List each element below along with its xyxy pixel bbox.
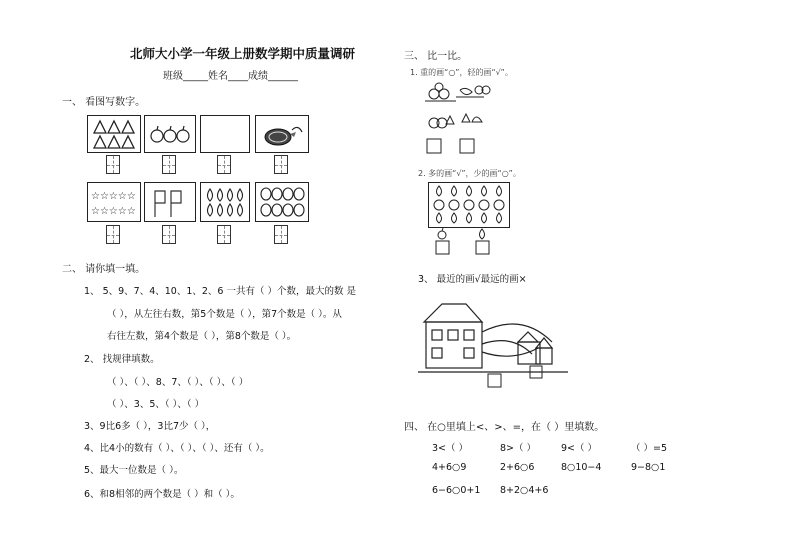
question-2-5: 5、最大一位数是（ ）。: [84, 465, 184, 476]
compare-item: 9<（ ）: [561, 443, 598, 454]
section2-heading: 二、 请你填一填。: [62, 264, 146, 275]
picture-watermelon: [255, 115, 309, 153]
answer-box[interactable]: [106, 155, 120, 174]
compare-item: 3<（ ）: [432, 443, 469, 454]
picture-peach-grid: [428, 182, 510, 228]
answer-box[interactable]: [106, 225, 120, 244]
compare-item: 6−6○0+1: [432, 485, 481, 496]
question-2-3: 3、9比6多（ ），3比7少（ ），: [84, 421, 216, 432]
section1-heading: 一、 看图写数字。: [62, 97, 146, 108]
picture-empty: [200, 115, 250, 153]
apple-peach-compare-icon: [432, 229, 512, 257]
picture-circles: [255, 182, 309, 222]
picture-stars: [87, 182, 141, 222]
question-2-2-title: 2、 找规律填数。: [84, 354, 160, 365]
peach-grid-icon: [429, 183, 509, 227]
flags-icon: [145, 183, 195, 221]
compare-item: 4+6○9: [432, 462, 467, 473]
section3-q3: 3、 最近的画√最远的画×: [418, 274, 527, 285]
question-2-2-line1: （ ）、（ ）、8、7、（ ）、（ ）、（ ）: [107, 377, 249, 388]
section3-sub1: 1. 重的画“○”，轻的画“√”。: [410, 68, 513, 77]
svg-text:☆☆☆☆☆: ☆☆☆☆☆: [91, 191, 136, 202]
section4-heading: 四、 在○里填上<、>、=，在（ ）里填数。: [404, 422, 605, 433]
ovals-icon: [256, 183, 308, 221]
compare-item: 8○10−4: [561, 462, 602, 473]
compare-item: （ ）=5: [631, 443, 668, 454]
question-2-1-line2: （ ），从左往右数，第5个数是（ ），第7个数是（ ）。从: [107, 309, 342, 320]
compare-item: 2+6○6: [500, 462, 535, 473]
balance-scale-icon: [422, 82, 512, 160]
question-2-1-line1: 1、 5、9、7、4、10、1、2、6 一共有（ ）个数，最大的数 是: [84, 286, 357, 297]
student-info-line: 班级_____姓名____成绩______: [163, 71, 298, 82]
stars-icon: [88, 183, 140, 221]
compare-item: 8>（ ）: [500, 443, 537, 454]
picture-peaches: [200, 182, 250, 222]
question-2-1-line3: 右往左数，第4个数是（ ），第8个数是（ ）。: [107, 331, 297, 342]
picture-triangles: [87, 115, 141, 153]
peaches-icon: [201, 183, 249, 221]
question-2-4: 4、比4小的数有（ ）、（ ）、（ ）、还有（ ）。: [84, 443, 270, 454]
picture-apples: [144, 115, 196, 153]
answer-box[interactable]: [162, 155, 176, 174]
answer-box[interactable]: [217, 155, 231, 174]
question-2-2-line2: （ ）、3、5、（ ）、（ ）: [107, 399, 205, 410]
section3-sub2: 2. 多的画“√”，少的画“○”。: [418, 169, 521, 178]
triangles-icon: [88, 116, 140, 152]
section3-heading: 三、 比一比。: [404, 51, 468, 62]
compare-item: 9−8○1: [631, 462, 666, 473]
question-2-6: 6、和8相邻的两个数是（ ）和（ ）。: [84, 489, 240, 500]
apples-icon: [145, 116, 195, 152]
answer-box[interactable]: [162, 225, 176, 244]
answer-box[interactable]: [274, 225, 288, 244]
houses-path-icon: [418, 292, 568, 390]
answer-box[interactable]: [274, 155, 288, 174]
compare-item: 8+2○4+6: [500, 485, 549, 496]
answer-box[interactable]: [217, 225, 231, 244]
page-title: 北师大小学一年级上册数学期中质量调研: [130, 46, 356, 61]
picture-flags: [144, 182, 196, 222]
svg-text:☆☆☆☆☆: ☆☆☆☆☆: [91, 206, 136, 217]
watermelon-icon: [256, 116, 308, 152]
